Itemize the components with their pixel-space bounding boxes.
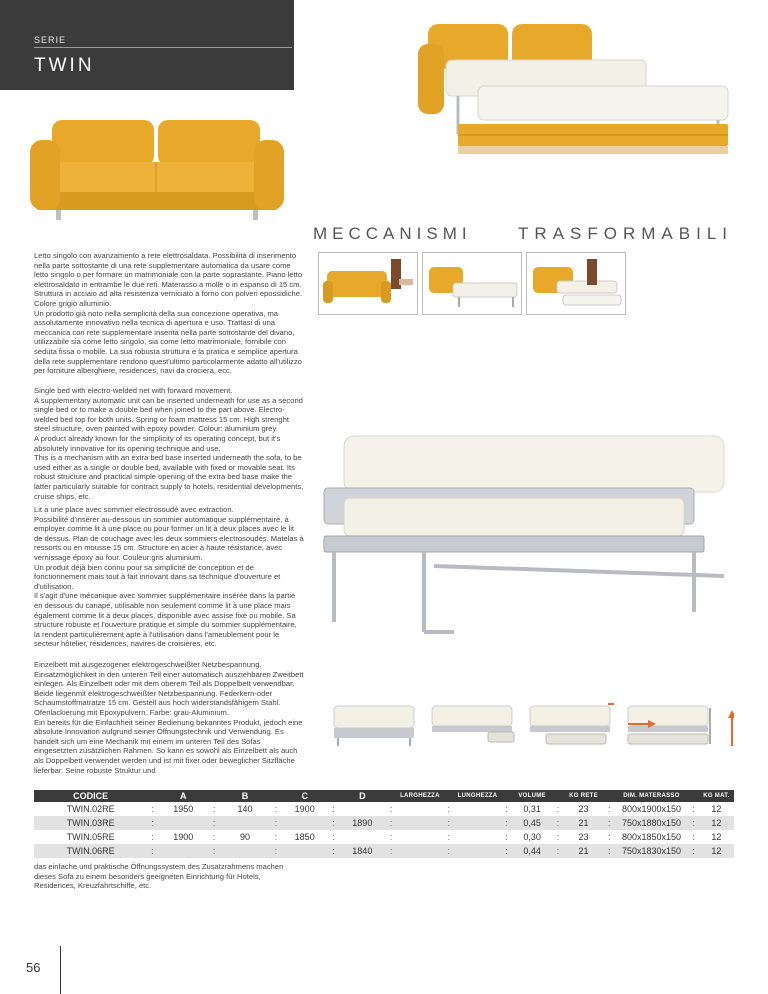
table-cell-l — [454, 830, 501, 844]
table-cell-dim: 800x1900x150 — [621, 804, 681, 814]
table-separator: : — [447, 804, 450, 814]
table-cell-a: 1950 — [173, 804, 194, 814]
table-separator: : — [271, 816, 281, 830]
table-cell-d — [339, 802, 386, 816]
table-row — [34, 844, 734, 858]
description-paragraph: Un prodotto già noto nella semplicità della sua concezione operativa, ma assolutamente innovativo nella tecnica di apertura e uso. Trattasi di una meccanica con rete supplementare inserita nella parte sottostante del divano, utilizzabile sia come letto singolo, sia come letto matrimoniale, fornibile con seduta fissa o mobile. La sua robusta struttura e la pratica e semplice apertura della rete supplementare rendono quest'ultimo particolarmente adatto all'utilizzo per forniture alberghiere, residences, navi da crociera, ecc. — [34, 308, 302, 376]
header-kg-mat: KG MAT. — [699, 790, 734, 802]
table-cell-w — [396, 802, 443, 816]
section-title-word1: MECCANISMI — [313, 224, 472, 243]
table-cell-a — [158, 816, 209, 830]
table-separator: : — [689, 844, 699, 858]
table-cell-kg_rete: 21 — [563, 844, 604, 858]
header-kg-rete: KG RETE — [563, 790, 604, 802]
table-separator: : — [212, 832, 216, 842]
description-paragraph: A supplementary automatic unit can be inserted underneath for use as a second single bed or to make a double bed when joined to the part above. Electro-welded bed top for both units. Spring or foam mattress 15 cm. High strenght steel structure, oven painted with epoxy powder. Colour: aluminium grey. — [34, 395, 303, 434]
table-cell-kg_rete: 23 — [578, 804, 589, 814]
table-separator: : — [444, 844, 454, 858]
table-cell-w — [396, 830, 443, 844]
table-cell-volume: 0,31 — [523, 804, 541, 814]
table-separator: : — [386, 844, 396, 858]
table-row — [34, 816, 734, 830]
table-cell-code: TWIN.05RE — [66, 832, 115, 842]
description-german — [34, 660, 304, 775]
table-cell-l — [454, 816, 501, 830]
header-length: LUNGHEZZA — [454, 790, 501, 802]
table-separator: : — [501, 816, 511, 830]
sofa-open-image — [418, 14, 738, 179]
table-cell-d — [339, 830, 386, 844]
table-cell-a — [158, 844, 209, 858]
table-separator: : — [271, 844, 281, 858]
series-label: SERIE — [34, 35, 292, 48]
description-english — [34, 386, 304, 501]
header-a: A — [158, 790, 209, 802]
description-paragraph: Lit a une place avec sommier electrosoudé avec extraction. — [34, 505, 234, 514]
table-cell-dim: 750x1880x150 — [614, 816, 688, 830]
table-cell-b: 90 — [239, 832, 250, 842]
table-cell-kg_mat: 12 — [711, 804, 722, 814]
table-separator: : — [505, 832, 508, 842]
description-paragraph: Il s'agit d'une mécanique avec sommier supplémentaire insérée dans la partie en dessous du canapé, utilisable non seulement comme lit à une place mais également comme lit à deux places, disponible avec assise fixe ou mobile. Sa structure robuste et l'ouverture pratique et simple du sommier supplémentaire, la rendent particulièrement apte à l'utilisation dans l'ameublement pour le secteur hôtelier, résidences, navires de croisières, etc. — [34, 591, 297, 649]
table-cell-d: 1890 — [339, 816, 386, 830]
table-separator: : — [147, 816, 157, 830]
step-image-1 — [330, 700, 418, 748]
table-separator: : — [447, 832, 450, 842]
table-cell-kg_rete: 23 — [578, 832, 589, 842]
description-paragraph: This is a mechanism with an extra bed base inserted underneath the sofa, to be used either as a single or double bed, available with fixed or movable seat. Its robust structure and practical simple opening of the extra bed base make the latter particularly suitable for contract supply to hotels, residential developments, cruise ships, etc. — [34, 453, 304, 501]
table-separator: : — [444, 816, 454, 830]
section-title — [313, 224, 733, 244]
sofa-closed-image — [28, 112, 286, 224]
description-paragraph: Einzelbett mit ausgezogener elektrogeschweißter Netzbespannung. Einsatzmöglichkeit in den unteren Teil einer automatisch ausziehbaren Zweitbett einlegen. Als Einzelbett oder mit dem oberem Teil als Doppelbett verwendbar. Beide liegenmit elektrogeschweißter Netzbespannung. Federkern-oder Schaumstoffmatratze 15 cm. Gestell aus hoch widerstandsfähigem Stahl. Ofenlackierung mit Epoxypulvern. Farbe: grau-Aluminium. — [34, 660, 304, 717]
table-cell-w — [396, 816, 443, 830]
table-row — [34, 802, 734, 816]
table-separator: : — [328, 816, 338, 830]
table-cell-volume: 0,44 — [512, 844, 553, 858]
table-separator: : — [151, 832, 154, 842]
header-c: C — [281, 790, 328, 802]
step-image-3 — [526, 700, 614, 748]
page-number: 56 — [26, 960, 41, 975]
table-separator: : — [274, 832, 278, 842]
table-cell-code: TWIN.06RE — [34, 844, 147, 858]
header-dim-materasso: DIM. MATERASSO — [614, 790, 688, 802]
description-paragraph: Ein bereits für die Einfachheit seiner Bedienung bekanntes Produkt, jedoch eine absolute Innovation aufgrund seiner Öffnungstechnik und Verwendung. Es handelt sich um eine Mechanik mit einem im unteren Teil des Sofas eingesetzten zusätzlichen Rahmen. So kann es sowohl als Einzelbett als auch als Doppelbett verwendet werden und ist mit fixer oder beweglicher Sitzfläche lieferbar. Seine robuste Struktur und — [34, 717, 303, 775]
table-separator: : — [328, 844, 338, 858]
table-separator: : — [389, 804, 393, 814]
header-code: CODICE — [34, 790, 147, 802]
table-cell-c: 1900 — [294, 804, 315, 814]
table-separator: : — [604, 816, 614, 830]
table-separator: : — [501, 844, 511, 858]
description-paragraph: Letto singolo con avanzamento a rete elettrosaldata. Possibilità di inserimento nella parte sottostante di una rete supplementare automatica da usare come letto singolo o per formare un matrimoniale con la parte soprastante. Piano letto elettrosaldato in entrambe le due reti. Materasso a molle o in espanso di 15 cm. Struttura in acciaio ad alta resistenza verniciato a forno con polveri epossidiche. Colore grigio alluminio. — [34, 251, 303, 308]
mechanism-thumb-2 — [422, 252, 522, 315]
mechanism-thumb-3 — [526, 252, 626, 315]
table-cell-b — [219, 816, 270, 830]
mechanism-thumb-1 — [318, 252, 418, 315]
table-cell-volume: 0,45 — [512, 816, 553, 830]
table-separator: : — [332, 832, 335, 842]
series-name: TWIN — [34, 55, 95, 76]
header-volume: VOLUME — [512, 790, 553, 802]
table-separator: : — [505, 804, 508, 814]
spec-table-header — [34, 790, 734, 802]
description-german-continued: das einfache und praktische Öffnungssystem des Zusatzrahmens machen dieses Sofa zu einem besonders geeigneten Einrichtung für Hotels, Residences, Kreuzfahrtschiffe, etc. — [34, 862, 284, 891]
description-paragraph: A product already known for the simplicity of its operating concept, but it's absolutely innovative for its opening technique and use. — [34, 433, 281, 453]
table-separator: : — [209, 816, 219, 830]
table-cell-c — [281, 844, 328, 858]
table-separator: : — [212, 804, 216, 814]
table-cell-dim: 750x1830x150 — [614, 844, 688, 858]
table-separator: : — [209, 844, 219, 858]
description-french — [34, 505, 304, 649]
table-cell-kg_mat: 12 — [699, 844, 734, 858]
section-title-word2: TRASFORMABILI — [518, 224, 733, 243]
table-cell-b: 140 — [237, 804, 253, 814]
table-separator: : — [274, 804, 278, 814]
arrow-right-icon — [628, 718, 656, 730]
table-separator: : — [556, 804, 560, 814]
table-separator: : — [692, 804, 695, 814]
table-separator: : — [553, 816, 563, 830]
table-separator: : — [608, 804, 611, 814]
table-cell-code: TWIN.02RE — [66, 804, 115, 814]
table-separator: : — [147, 844, 157, 858]
description-paragraph: Single bed with electro-welded net with forward movement. — [34, 386, 233, 395]
description-paragraph: Un produit déjà bien connu pour sa simplicité de conception et de fonctionnement mais tout à fait innovant dans sa technique d'ouverture et d'utilisation. — [34, 562, 281, 591]
table-separator: : — [689, 816, 699, 830]
table-cell-c: 1850 — [294, 832, 315, 842]
table-separator: : — [608, 832, 611, 842]
table-cell-code: TWIN.03RE — [34, 816, 147, 830]
header-d: D — [339, 790, 386, 802]
table-cell-kg_rete: 21 — [563, 816, 604, 830]
table-cell-volume: 0,30 — [523, 832, 541, 842]
header-b: B — [219, 790, 270, 802]
step-image-2 — [428, 700, 516, 748]
spec-table — [34, 790, 734, 858]
table-cell-a: 1900 — [173, 832, 194, 842]
table-cell-d: 1840 — [339, 844, 386, 858]
table-cell-b — [219, 844, 270, 858]
table-cell-l — [454, 802, 501, 816]
page-rule — [60, 946, 61, 994]
description-italian — [34, 251, 304, 376]
table-row — [34, 830, 734, 844]
table-separator: : — [553, 844, 563, 858]
header-width: LARGHEZZA — [396, 790, 443, 802]
description-paragraph: Possibilité d'insérer au-dessous un sommier automatique supplémentaire, à employer comme lit à une place ou pour former un lit à deux places avec le lit de dessus. Plan de couchage avec les deux sommiers electrosoudés. Matelas à ressorts ou en mousse 15 cm. Structure en acier à haute résistance, avec vernissage époxy au four. Couleur:gris aluminium. — [34, 514, 304, 562]
table-separator: : — [556, 832, 560, 842]
table-cell-dim: 800x1850x150 — [621, 832, 681, 842]
table-separator: : — [692, 832, 695, 842]
table-separator: : — [604, 844, 614, 858]
table-separator: : — [151, 804, 154, 814]
table-separator: : — [386, 816, 396, 830]
table-cell-c — [281, 816, 328, 830]
table-cell-l — [454, 844, 501, 858]
table-cell-kg_mat: 12 — [711, 832, 722, 842]
table-cell-w — [396, 844, 443, 858]
table-cell-kg_mat: 12 — [699, 816, 734, 830]
mechanism-frame-image — [314, 426, 744, 652]
table-separator: : — [389, 832, 393, 842]
table-separator: : — [332, 804, 335, 814]
